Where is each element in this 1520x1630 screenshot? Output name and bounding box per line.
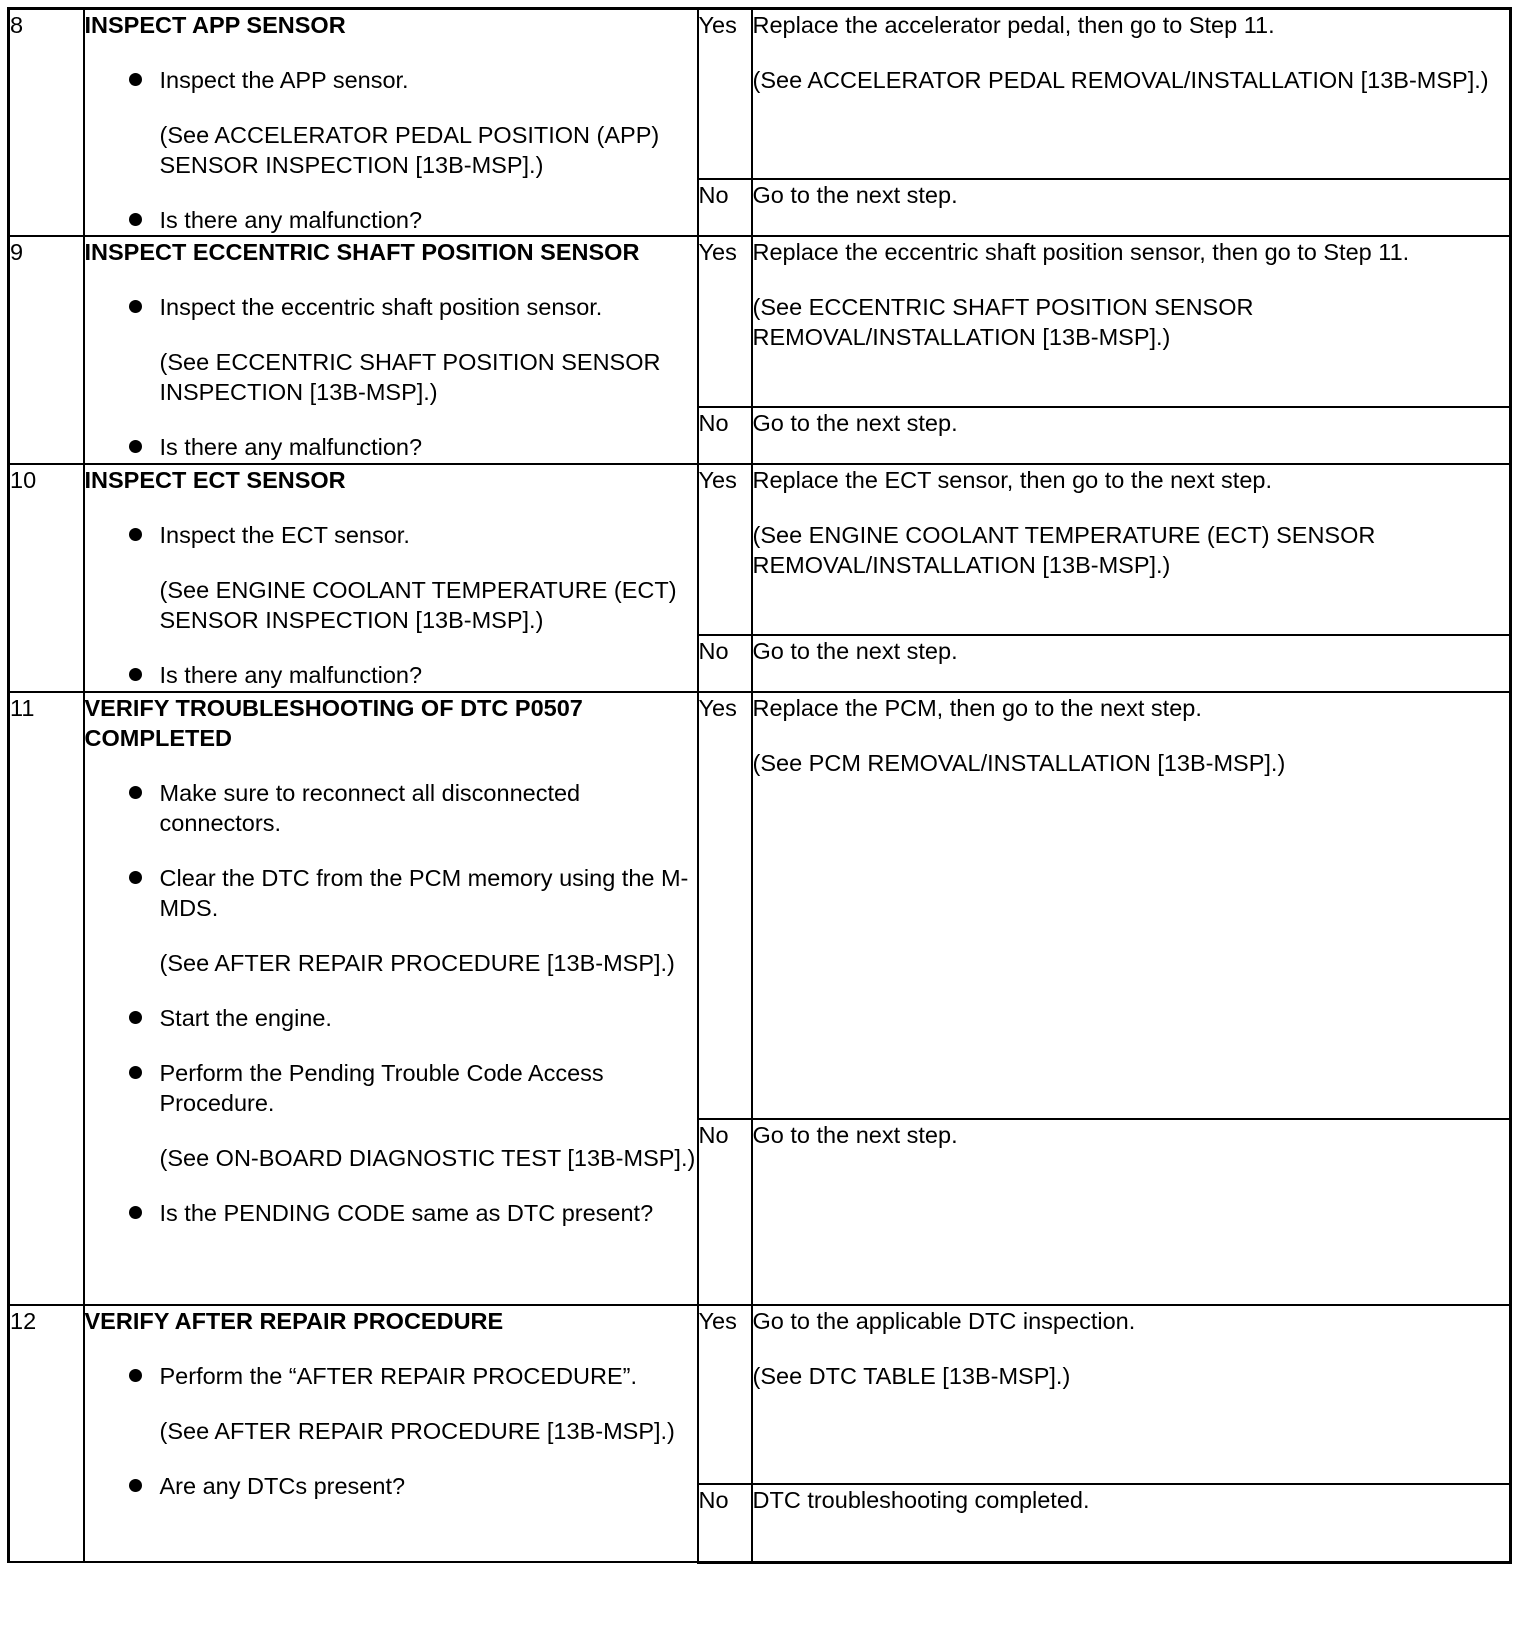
procedure-bullet-line [85, 1058, 697, 1118]
troubleshooting-table-body [9, 9, 1511, 1563]
procedure-cell [84, 692, 698, 1305]
step-number: 8 [9, 9, 84, 237]
bullet-icon [129, 668, 142, 681]
bullet-icon [129, 300, 142, 313]
answer-yes: Yes [698, 692, 752, 1119]
procedure-bullet-line [85, 863, 697, 923]
step-number: 12 [9, 1305, 84, 1562]
procedure-text: Perform the Pending Trouble Code Access Procedure. [159, 1060, 604, 1116]
answer-no: No [698, 635, 752, 692]
procedure-title: INSPECT APP SENSOR [84, 12, 346, 38]
answer-yes: Yes [698, 464, 752, 635]
procedure-item [85, 1361, 697, 1446]
procedure-text: Start the engine. [159, 1005, 332, 1031]
bullet-icon [129, 1479, 142, 1492]
action-line: (See ACCELERATOR PEDAL REMOVAL/INSTALLATION [13B-MSP].) [752, 67, 1489, 93]
answer-no: No [698, 1484, 752, 1562]
action-no [752, 179, 1511, 236]
action-line: Go to the applicable DTC inspection. [752, 1308, 1136, 1334]
procedure-text: Are any DTCs present? [159, 1473, 406, 1499]
procedure-bullet-line [85, 520, 697, 550]
procedure-item [85, 432, 697, 462]
action-no [752, 1119, 1511, 1305]
step-number: 11 [9, 692, 84, 1305]
procedure-bullet-line [85, 432, 697, 462]
procedure-bullet-line [85, 1471, 697, 1501]
action-no [752, 407, 1511, 464]
procedure-bullet-line [85, 292, 697, 322]
procedure-bullet-line [85, 1198, 697, 1228]
answer-no: No [698, 1119, 752, 1305]
procedure-cell [84, 9, 698, 237]
procedure-bullet-line [85, 1361, 697, 1391]
action-no [752, 1484, 1511, 1562]
procedure-list [85, 520, 697, 690]
bullet-icon [129, 786, 142, 799]
answer-yes: Yes [698, 9, 752, 179]
answer-yes: Yes [698, 1305, 752, 1484]
action-line: Go to the next step. [752, 1122, 958, 1148]
procedure-cell [84, 236, 698, 464]
procedure-text: Is there any malfunction? [159, 434, 423, 460]
action-line: Replace the accelerator pedal, then go to Step 11. [752, 12, 1275, 38]
step-number: 10 [9, 464, 84, 692]
answer-yes: Yes [698, 236, 752, 407]
procedure-item [85, 1003, 697, 1033]
procedure-reference: (See ON-BOARD DIAGNOSTIC TEST [13B-MSP].) [159, 1145, 696, 1171]
procedure-list [85, 778, 697, 1228]
action-line: Replace the PCM, then go to the next step. [752, 695, 1202, 721]
step-number: 9 [9, 236, 84, 464]
procedure-text: Make sure to reconnect all disconnected connectors. [159, 780, 581, 836]
procedure-text: Inspect the eccentric shaft position sensor. [159, 294, 603, 320]
answer-no: No [698, 407, 752, 464]
action-line: (See PCM REMOVAL/INSTALLATION [13B-MSP].) [752, 750, 1286, 776]
procedure-item [85, 1198, 697, 1228]
procedure-item [85, 778, 697, 838]
procedure-bullet-line [85, 205, 697, 235]
bullet-icon [129, 73, 142, 86]
procedure-cell [84, 1305, 698, 1562]
action-yes [752, 1305, 1511, 1484]
action-line: Go to the next step. [752, 410, 958, 436]
procedure-text: Is there any malfunction? [159, 207, 423, 233]
procedure-item [85, 1471, 697, 1501]
procedure-title: INSPECT ECCENTRIC SHAFT POSITION SENSOR [84, 239, 640, 265]
procedure-text: Is there any malfunction? [159, 662, 423, 688]
action-yes [752, 236, 1511, 407]
procedure-list [85, 1361, 697, 1501]
procedure-title: VERIFY AFTER REPAIR PROCEDURE [84, 1308, 504, 1334]
step-row [9, 236, 1511, 407]
bullet-icon [129, 528, 142, 541]
answer-no: No [698, 179, 752, 236]
bullet-icon [129, 213, 142, 226]
bullet-icon [129, 1369, 142, 1382]
action-yes [752, 464, 1511, 635]
procedure-text: Inspect the APP sensor. [159, 67, 409, 93]
procedure-reference: (See AFTER REPAIR PROCEDURE [13B-MSP].) [159, 1418, 675, 1444]
step-row [9, 692, 1511, 1119]
bullet-icon [129, 440, 142, 453]
bullet-icon [129, 1066, 142, 1079]
action-line: (See DTC TABLE [13B-MSP].) [752, 1363, 1071, 1389]
procedure-bullet-line [85, 660, 697, 690]
procedure-text: Perform the “AFTER REPAIR PROCEDURE”. [159, 1363, 637, 1389]
action-yes [752, 692, 1511, 1119]
step-row [9, 9, 1511, 179]
action-line: (See ECCENTRIC SHAFT POSITION SENSOR REMOVAL/INSTALLATION [13B-MSP].) [752, 294, 1254, 350]
troubleshooting-table [7, 7, 1512, 1564]
procedure-text: Clear the DTC from the PCM memory using the M-MDS. [159, 865, 689, 921]
action-no [752, 635, 1511, 692]
procedure-text: Inspect the ECT sensor. [159, 522, 410, 548]
bullet-icon [129, 1206, 142, 1219]
step-row [9, 1305, 1511, 1484]
action-line: Replace the eccentric shaft position sensor, then go to Step 11. [752, 239, 1410, 265]
procedure-cell [84, 464, 698, 692]
procedure-item [85, 205, 697, 235]
procedure-reference: (See ECCENTRIC SHAFT POSITION SENSOR INSPECTION [13B-MSP].) [159, 349, 661, 405]
step-row [9, 464, 1511, 635]
procedure-text: Is the PENDING CODE same as DTC present? [159, 1200, 654, 1226]
procedure-reference: (See ACCELERATOR PEDAL POSITION (APP) SENSOR INSPECTION [13B-MSP].) [159, 122, 660, 178]
bullet-icon [129, 1011, 142, 1024]
procedure-list [85, 292, 697, 462]
procedure-title: INSPECT ECT SENSOR [84, 467, 346, 493]
procedure-list [85, 65, 697, 235]
action-line: (See ENGINE COOLANT TEMPERATURE (ECT) SENSOR REMOVAL/INSTALLATION [13B-MSP].) [752, 522, 1376, 578]
action-line: Go to the next step. [752, 181, 958, 208]
action-yes [752, 9, 1511, 179]
procedure-item [85, 292, 697, 407]
action-line: Go to the next step. [752, 638, 958, 664]
procedure-bullet-line [85, 778, 697, 838]
procedure-item [85, 520, 697, 635]
procedure-item [85, 660, 697, 690]
procedure-bullet-line [85, 1003, 697, 1033]
procedure-reference: (See AFTER REPAIR PROCEDURE [13B-MSP].) [159, 950, 675, 976]
procedure-reference: (See ENGINE COOLANT TEMPERATURE (ECT) SENSOR INSPECTION [13B-MSP].) [159, 577, 677, 633]
procedure-title: VERIFY TROUBLESHOOTING OF DTC P0507 COMPLETED [84, 695, 583, 751]
action-line: DTC troubleshooting completed. [752, 1487, 1090, 1513]
procedure-item [85, 863, 697, 978]
procedure-bullet-line [85, 65, 697, 95]
bullet-icon [129, 871, 142, 884]
procedure-item [85, 1058, 697, 1173]
procedure-item [85, 65, 697, 180]
action-line: Replace the ECT sensor, then go to the next step. [752, 467, 1273, 493]
